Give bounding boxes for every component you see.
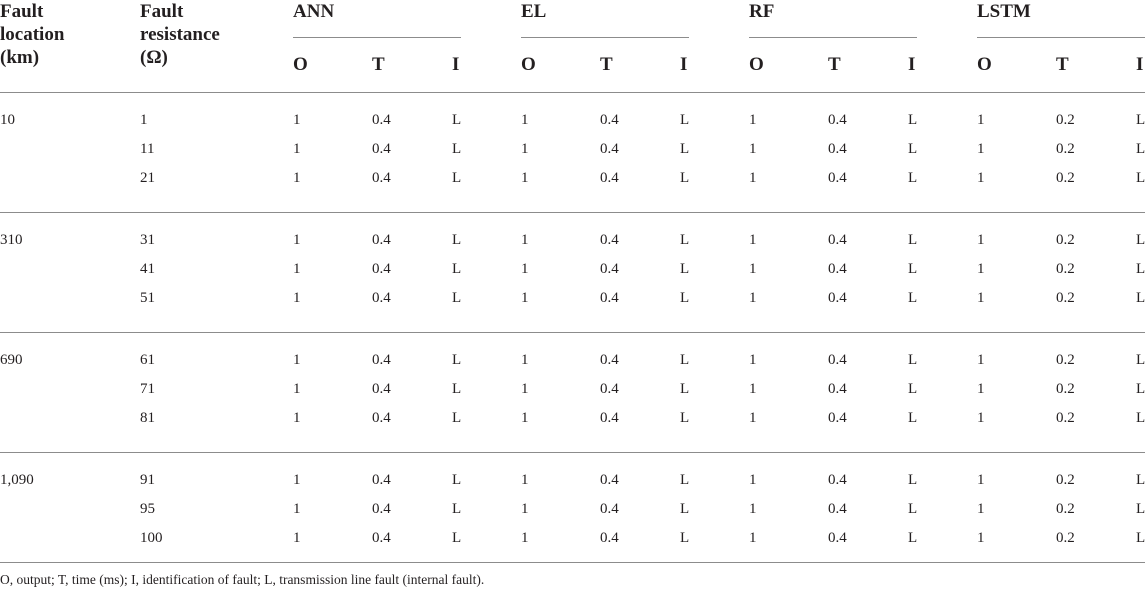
fault-resistance-cell: 81 — [140, 410, 155, 426]
table-cell-output: 1 — [977, 530, 985, 546]
table-cell-time: 0.2 — [1056, 530, 1075, 546]
table-cell-output: 1 — [977, 352, 985, 368]
fault-location-cell: 10 — [0, 112, 15, 128]
group-separator-rule — [0, 332, 1145, 333]
header-model-rf: RF — [749, 1, 775, 22]
table-cell-output: 1 — [977, 410, 985, 426]
subheader-o: O — [293, 54, 308, 75]
table-cell-identification: L — [452, 530, 462, 546]
table-cell-output: 1 — [749, 530, 757, 546]
table-cell-identification: L — [908, 530, 918, 546]
table-cell-identification: L — [908, 261, 918, 277]
table-cell-output: 1 — [521, 410, 529, 426]
table-cell-identification: L — [908, 381, 918, 397]
table-cell-identification: L — [680, 472, 690, 488]
fault-resistance-cell: 91 — [140, 472, 155, 488]
subheader-i: I — [452, 54, 460, 75]
subheader-o: O — [521, 54, 536, 75]
table-cell-identification: L — [680, 410, 690, 426]
table-cell-identification: L — [680, 141, 690, 157]
table-cell-output: 1 — [521, 290, 529, 306]
table-cell-output: 1 — [977, 381, 985, 397]
table-cell-time: 0.4 — [372, 472, 391, 488]
header-fault-location: Fault location (km) — [0, 1, 65, 68]
table-cell-time: 0.2 — [1056, 410, 1075, 426]
table-cell-identification: L — [908, 410, 918, 426]
table-cell-output: 1 — [293, 410, 301, 426]
table-cell-identification: L — [1136, 352, 1145, 368]
table-cell-time: 0.4 — [600, 290, 619, 306]
table-cell-time: 0.2 — [1056, 290, 1075, 306]
table-cell-output: 1 — [977, 501, 985, 517]
table-cell-output: 1 — [521, 232, 529, 248]
table-cell-time: 0.4 — [372, 112, 391, 128]
table-cell-identification: L — [452, 261, 462, 277]
subheader-i: I — [1136, 54, 1144, 75]
table-cell-identification: L — [1136, 112, 1145, 128]
table-cell-time: 0.4 — [828, 530, 847, 546]
table-cell-identification: L — [908, 170, 918, 186]
table-cell-output: 1 — [293, 261, 301, 277]
fault-resistance-cell: 21 — [140, 170, 155, 186]
table-cell-time: 0.2 — [1056, 501, 1075, 517]
table-cell-time: 0.4 — [600, 232, 619, 248]
table-cell-identification: L — [1136, 501, 1145, 517]
table-cell-identification: L — [680, 170, 690, 186]
table-cell-identification: L — [452, 501, 462, 517]
table-cell-output: 1 — [749, 112, 757, 128]
fault-resistance-cell: 100 — [140, 530, 163, 546]
table-cell-time: 0.2 — [1056, 170, 1075, 186]
table-cell-output: 1 — [749, 232, 757, 248]
subheader-t: T — [828, 54, 841, 75]
table-cell-time: 0.4 — [372, 410, 391, 426]
table-cell-identification: L — [452, 410, 462, 426]
table-cell-identification: L — [680, 290, 690, 306]
table-cell-output: 1 — [749, 381, 757, 397]
subheader-o: O — [977, 54, 992, 75]
table-cell-identification: L — [1136, 170, 1145, 186]
fault-resistance-cell: 71 — [140, 381, 155, 397]
table-cell-output: 1 — [977, 170, 985, 186]
table-cell-output: 1 — [521, 472, 529, 488]
table-cell-time: 0.4 — [828, 290, 847, 306]
table-cell-time: 0.4 — [828, 501, 847, 517]
table-cell-output: 1 — [749, 170, 757, 186]
table-cell-time: 0.4 — [600, 530, 619, 546]
table-cell-output: 1 — [521, 112, 529, 128]
table-cell-time: 0.4 — [600, 141, 619, 157]
fault-resistance-cell: 31 — [140, 232, 155, 248]
table-cell-time: 0.4 — [372, 261, 391, 277]
table-cell-time: 0.4 — [372, 170, 391, 186]
fault-resistance-cell: 51 — [140, 290, 155, 306]
table-cell-output: 1 — [749, 261, 757, 277]
table-cell-identification: L — [908, 472, 918, 488]
table-cell-identification: L — [1136, 261, 1145, 277]
header-underline-ann — [293, 37, 461, 38]
subheader-t: T — [372, 54, 385, 75]
header-underline-rf — [749, 37, 917, 38]
header-underline-lstm — [977, 37, 1145, 38]
header-fault-resistance: Fault resistance (Ω) — [140, 1, 220, 68]
table-cell-identification: L — [1136, 381, 1145, 397]
table-cell-identification: L — [1136, 290, 1145, 306]
table-cell-time: 0.4 — [600, 501, 619, 517]
table-cell-identification: L — [680, 530, 690, 546]
table-cell-identification: L — [908, 352, 918, 368]
table-cell-identification: L — [908, 112, 918, 128]
table-cell-output: 1 — [293, 112, 301, 128]
table-cell-output: 1 — [293, 530, 301, 546]
fault-location-cell: 310 — [0, 232, 23, 248]
table-cell-output: 1 — [749, 501, 757, 517]
table-cell-time: 0.4 — [600, 410, 619, 426]
fault-resistance-cell: 11 — [140, 141, 155, 157]
fault-resistance-cell: 61 — [140, 352, 155, 368]
table-cell-time: 0.2 — [1056, 232, 1075, 248]
table-cell-identification: L — [452, 290, 462, 306]
table-cell-time: 0.4 — [828, 141, 847, 157]
table-cell-output: 1 — [749, 352, 757, 368]
header-model-lstm: LSTM — [977, 1, 1031, 22]
table-cell-time: 0.2 — [1056, 352, 1075, 368]
fault-resistance-cell: 41 — [140, 261, 155, 277]
table-cell-time: 0.4 — [372, 352, 391, 368]
table-cell-identification: L — [908, 232, 918, 248]
table-cell-output: 1 — [293, 170, 301, 186]
table-cell-output: 1 — [749, 472, 757, 488]
table-cell-identification: L — [680, 261, 690, 277]
table-footnote: O, output; T, time (ms); I, identification of fault; L, transmission line fault (internal fault). — [0, 572, 485, 587]
table-cell-time: 0.2 — [1056, 261, 1075, 277]
table-cell-output: 1 — [521, 170, 529, 186]
table-cell-time: 0.4 — [828, 170, 847, 186]
table-cell-identification: L — [452, 352, 462, 368]
table-cell-identification: L — [1136, 410, 1145, 426]
table-cell-time: 0.4 — [600, 112, 619, 128]
header-model-el: EL — [521, 1, 547, 22]
table-cell-output: 1 — [521, 530, 529, 546]
table-cell-identification: L — [1136, 530, 1145, 546]
subheader-i: I — [908, 54, 916, 75]
table-cell-output: 1 — [749, 290, 757, 306]
table-cell-output: 1 — [977, 290, 985, 306]
table-cell-identification: L — [1136, 472, 1145, 488]
table-cell-time: 0.4 — [600, 472, 619, 488]
table-cell-time: 0.4 — [828, 472, 847, 488]
table-cell-time: 0.2 — [1056, 381, 1075, 397]
table-cell-identification: L — [680, 112, 690, 128]
header-bottom-rule — [0, 92, 1145, 93]
fault-resistance-cell: 1 — [140, 112, 148, 128]
table-cell-output: 1 — [293, 381, 301, 397]
table-cell-time: 0.4 — [828, 410, 847, 426]
table-cell-identification: L — [680, 232, 690, 248]
table-cell-time: 0.4 — [372, 501, 391, 517]
group-separator-rule — [0, 212, 1145, 213]
table-cell-output: 1 — [977, 472, 985, 488]
table-cell-output: 1 — [293, 141, 301, 157]
table-cell-output: 1 — [977, 261, 985, 277]
subheader-t: T — [600, 54, 613, 75]
table-cell-output: 1 — [977, 141, 985, 157]
table-cell-output: 1 — [293, 501, 301, 517]
table-cell-identification: L — [908, 141, 918, 157]
table-cell-time: 0.4 — [372, 381, 391, 397]
table-bottom-rule — [0, 562, 1145, 563]
table-cell-identification: L — [452, 112, 462, 128]
table-cell-identification: L — [1136, 232, 1145, 248]
subheader-o: O — [749, 54, 764, 75]
table-cell-time: 0.2 — [1056, 141, 1075, 157]
table-cell-output: 1 — [749, 410, 757, 426]
subheader-i: I — [680, 54, 688, 75]
header-underline-el — [521, 37, 689, 38]
table-cell-output: 1 — [749, 141, 757, 157]
table-cell-identification: L — [452, 381, 462, 397]
fault-location-cell: 690 — [0, 352, 23, 368]
table-cell-output: 1 — [521, 352, 529, 368]
table-cell-time: 0.4 — [600, 170, 619, 186]
table-cell-time: 0.2 — [1056, 472, 1075, 488]
group-separator-rule — [0, 452, 1145, 453]
table-cell-time: 0.4 — [828, 381, 847, 397]
table-cell-output: 1 — [293, 352, 301, 368]
subheader-t: T — [1056, 54, 1069, 75]
table-cell-time: 0.4 — [828, 261, 847, 277]
header-model-ann: ANN — [293, 1, 335, 22]
table-cell-time: 0.4 — [372, 232, 391, 248]
table-cell-output: 1 — [521, 501, 529, 517]
fault-resistance-cell: 95 — [140, 501, 155, 517]
table-cell-identification: L — [680, 352, 690, 368]
table-cell-output: 1 — [293, 472, 301, 488]
table-cell-output: 1 — [521, 141, 529, 157]
table-cell-identification: L — [908, 501, 918, 517]
table-cell-identification: L — [908, 290, 918, 306]
table-cell-identification: L — [452, 232, 462, 248]
table-cell-identification: L — [452, 170, 462, 186]
table-cell-output: 1 — [521, 261, 529, 277]
table-cell-time: 0.4 — [828, 112, 847, 128]
table-cell-output: 1 — [293, 290, 301, 306]
fault-location-cell: 1,090 — [0, 472, 34, 488]
table-cell-time: 0.4 — [600, 352, 619, 368]
table-cell-output: 1 — [977, 232, 985, 248]
table-cell-time: 0.4 — [828, 352, 847, 368]
table-cell-identification: L — [452, 472, 462, 488]
table-cell-time: 0.4 — [372, 290, 391, 306]
table-cell-time: 0.4 — [600, 261, 619, 277]
table-cell-time: 0.4 — [828, 232, 847, 248]
table-cell-time: 0.4 — [372, 141, 391, 157]
table-cell-identification: L — [680, 381, 690, 397]
table-cell-identification: L — [1136, 141, 1145, 157]
table-cell-output: 1 — [521, 381, 529, 397]
table-cell-time: 0.4 — [600, 381, 619, 397]
table-cell-time: 0.4 — [372, 530, 391, 546]
table-cell-output: 1 — [977, 112, 985, 128]
table-cell-output: 1 — [293, 232, 301, 248]
table-cell-time: 0.2 — [1056, 112, 1075, 128]
table-cell-identification: L — [452, 141, 462, 157]
table-cell-identification: L — [680, 501, 690, 517]
